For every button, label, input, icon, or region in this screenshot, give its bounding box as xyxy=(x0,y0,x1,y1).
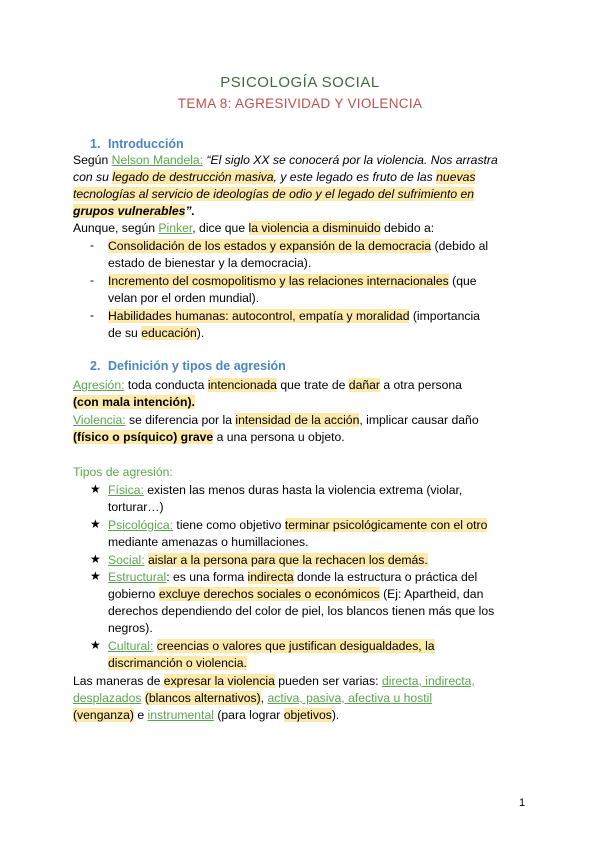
tipo-psicologica-cont: mediante amenazas o humillaciones. xyxy=(108,535,309,549)
tipo-fisica xyxy=(108,482,462,499)
list-item xyxy=(108,273,477,290)
highlight: excluye derechos sociales o económicos xyxy=(158,587,380,601)
section-title: Definición y tipos de agresión xyxy=(108,359,286,373)
violencia-definition-line-1 xyxy=(73,412,479,429)
star-bullet-icon: ★ xyxy=(90,482,101,496)
section-number: 2. xyxy=(90,359,101,373)
text: , y este legado es fruto de las xyxy=(273,170,437,184)
quote-text: “El siglo XX se conocerá por la violencia. Nos arrastra xyxy=(203,153,498,167)
link-activa-pasiva[interactable]: activa, pasiva, afectiva u hostil xyxy=(267,691,433,705)
maneras-line-1 xyxy=(73,673,475,690)
text: de su xyxy=(108,326,142,340)
mandela-quote-line-4 xyxy=(73,203,195,220)
text: Según xyxy=(73,153,112,167)
highlight: Habilidades humanas: autocontrol, empatía y moralidad xyxy=(108,309,410,323)
link-fisica[interactable]: Física: xyxy=(108,483,144,497)
text: (debido al xyxy=(431,239,489,253)
text: ”. xyxy=(185,204,195,218)
highlight: intencionada xyxy=(207,378,277,392)
highlight: grupos vulnerables xyxy=(73,204,186,218)
text: ). xyxy=(331,708,340,722)
list-item xyxy=(108,238,488,255)
text: , dice que xyxy=(192,221,249,235)
maneras-line-3 xyxy=(73,707,339,724)
highlight: aislar a la persona para que la rechacen los demás. xyxy=(147,553,428,567)
section-heading-introduccion xyxy=(90,137,184,151)
highlight: discrimanción o violencia. xyxy=(108,656,247,670)
pinker-line xyxy=(73,220,434,237)
highlight: terminar psicológicamente con el otro xyxy=(284,518,488,532)
star-bullet-icon: ★ xyxy=(90,569,101,583)
highlight: objetivos xyxy=(283,708,332,722)
link-directa-indirecta[interactable]: directa, indirecta, xyxy=(381,674,475,688)
list-item-cont: velan por el orden mundial). xyxy=(108,291,260,305)
tipo-estructural-cont: derechos dependiendo del color de piel, los blancos tienen más que los xyxy=(108,604,495,618)
section-number: 1. xyxy=(90,137,101,151)
link-agresion[interactable]: Agresión: xyxy=(73,378,125,392)
maneras-line-2 xyxy=(73,690,432,707)
highlight: creencias o valores que justifican desigualdades, la xyxy=(156,639,435,653)
text: e xyxy=(133,708,148,722)
tipo-social xyxy=(108,552,428,569)
link-desplazados[interactable]: desplazados xyxy=(73,691,142,705)
highlight: (físico o psíquico) grave xyxy=(73,430,214,444)
mandela-quote-line-1 xyxy=(73,152,498,169)
text: donde la estructura o práctica del xyxy=(293,570,478,584)
tipo-fisica-cont: torturar…) xyxy=(108,500,164,514)
tipo-estructural-cont xyxy=(108,586,483,603)
highlight: indirecta xyxy=(247,570,294,584)
mandela-quote-line-3 xyxy=(73,186,474,203)
text: , implicar causar daño xyxy=(359,413,479,427)
text: (Ej: Apartheid, dan xyxy=(379,587,484,601)
text: a otra persona xyxy=(379,378,462,392)
list-item-cont: estado de bienestar y la democracia). xyxy=(108,256,312,270)
highlight: (venganza) xyxy=(73,708,134,722)
highlight: dañar xyxy=(348,378,380,392)
agresion-definition-line-1 xyxy=(73,377,462,394)
text: Las maneras de xyxy=(73,674,164,688)
document-subtitle: TEMA 8: AGRESIVIDAD Y VIOLENCIA xyxy=(177,96,423,111)
page-number: 1 xyxy=(519,797,526,809)
link-pinker[interactable]: Pinker xyxy=(158,221,193,235)
star-bullet-icon: ★ xyxy=(90,638,101,652)
text: toda conducta xyxy=(124,378,208,392)
highlight: (con mala intención). xyxy=(73,395,195,409)
highlight: Incremento del cosmopolitismo y las relaciones internacionales xyxy=(108,274,449,288)
text: a una persona u objeto. xyxy=(213,430,345,444)
text: tiene como objetivo xyxy=(173,518,285,532)
link-violencia[interactable]: Violencia: xyxy=(73,413,126,427)
link-psicologica[interactable]: Psicológica: xyxy=(108,518,174,532)
section-title: Introducción xyxy=(108,137,184,151)
text: existen las menos duras hasta la violencia extrema (violar, xyxy=(143,483,463,497)
tipo-cultural-cont xyxy=(108,655,247,672)
text: ). xyxy=(196,326,205,340)
violencia-definition-line-2 xyxy=(73,429,345,446)
text: que trate de xyxy=(276,378,349,392)
tipo-estructural xyxy=(108,569,477,586)
text: (importancia xyxy=(409,309,480,323)
list-dash: - xyxy=(90,273,95,287)
link-nelson-mandela[interactable]: Nelson Mandela: xyxy=(111,153,204,167)
text: (que xyxy=(448,274,477,288)
mandela-quote-line-2 xyxy=(73,169,475,186)
text: gobierno xyxy=(108,587,159,601)
list-item-cont xyxy=(108,325,204,342)
link-cultural[interactable]: Cultural: xyxy=(108,639,154,653)
tipos-agresion-label: Tipos de agresión: xyxy=(73,465,173,479)
section-heading-definicion xyxy=(90,359,286,373)
text: pueden ser varias: xyxy=(274,674,382,688)
highlight: intensidad de la acción xyxy=(235,413,360,427)
highlight: legado de destrucción masiva xyxy=(112,170,274,184)
tipo-estructural-cont: negros). xyxy=(108,621,153,635)
list-dash: - xyxy=(90,238,95,252)
tipo-psicologica xyxy=(108,517,487,534)
text: debido a: xyxy=(380,221,435,235)
text: Aunque, según xyxy=(73,221,159,235)
list-dash: - xyxy=(90,308,95,322)
text: con su xyxy=(73,170,113,184)
text: (para lograr xyxy=(213,708,284,722)
highlight: la violencia a disminuido xyxy=(248,221,381,235)
text: : es una forma xyxy=(166,570,248,584)
highlight: nuevas xyxy=(436,170,476,184)
document-title: PSICOLOGÍA SOCIAL xyxy=(220,74,380,91)
tipo-cultural xyxy=(108,638,435,655)
text: se diferencia por la xyxy=(125,413,236,427)
text: , xyxy=(260,691,268,705)
agresion-definition-line-2 xyxy=(73,394,195,411)
highlight: Consolidación de los estados y expansión de la democracia xyxy=(108,239,432,253)
highlight: educación xyxy=(141,326,197,340)
star-bullet-icon: ★ xyxy=(90,517,101,531)
highlight: tecnologías al servicio de ideologías de odio y el legado del sufrimiento en xyxy=(73,187,475,201)
link-instrumental[interactable]: instrumental xyxy=(147,708,214,722)
highlight: (blancos alternativos) xyxy=(144,691,261,705)
highlight: expresar la violencia xyxy=(163,674,275,688)
star-bullet-icon: ★ xyxy=(90,552,101,566)
link-social[interactable]: Social: xyxy=(108,553,145,567)
list-item xyxy=(108,308,480,325)
link-estructural[interactable]: Estructural xyxy=(108,570,167,584)
